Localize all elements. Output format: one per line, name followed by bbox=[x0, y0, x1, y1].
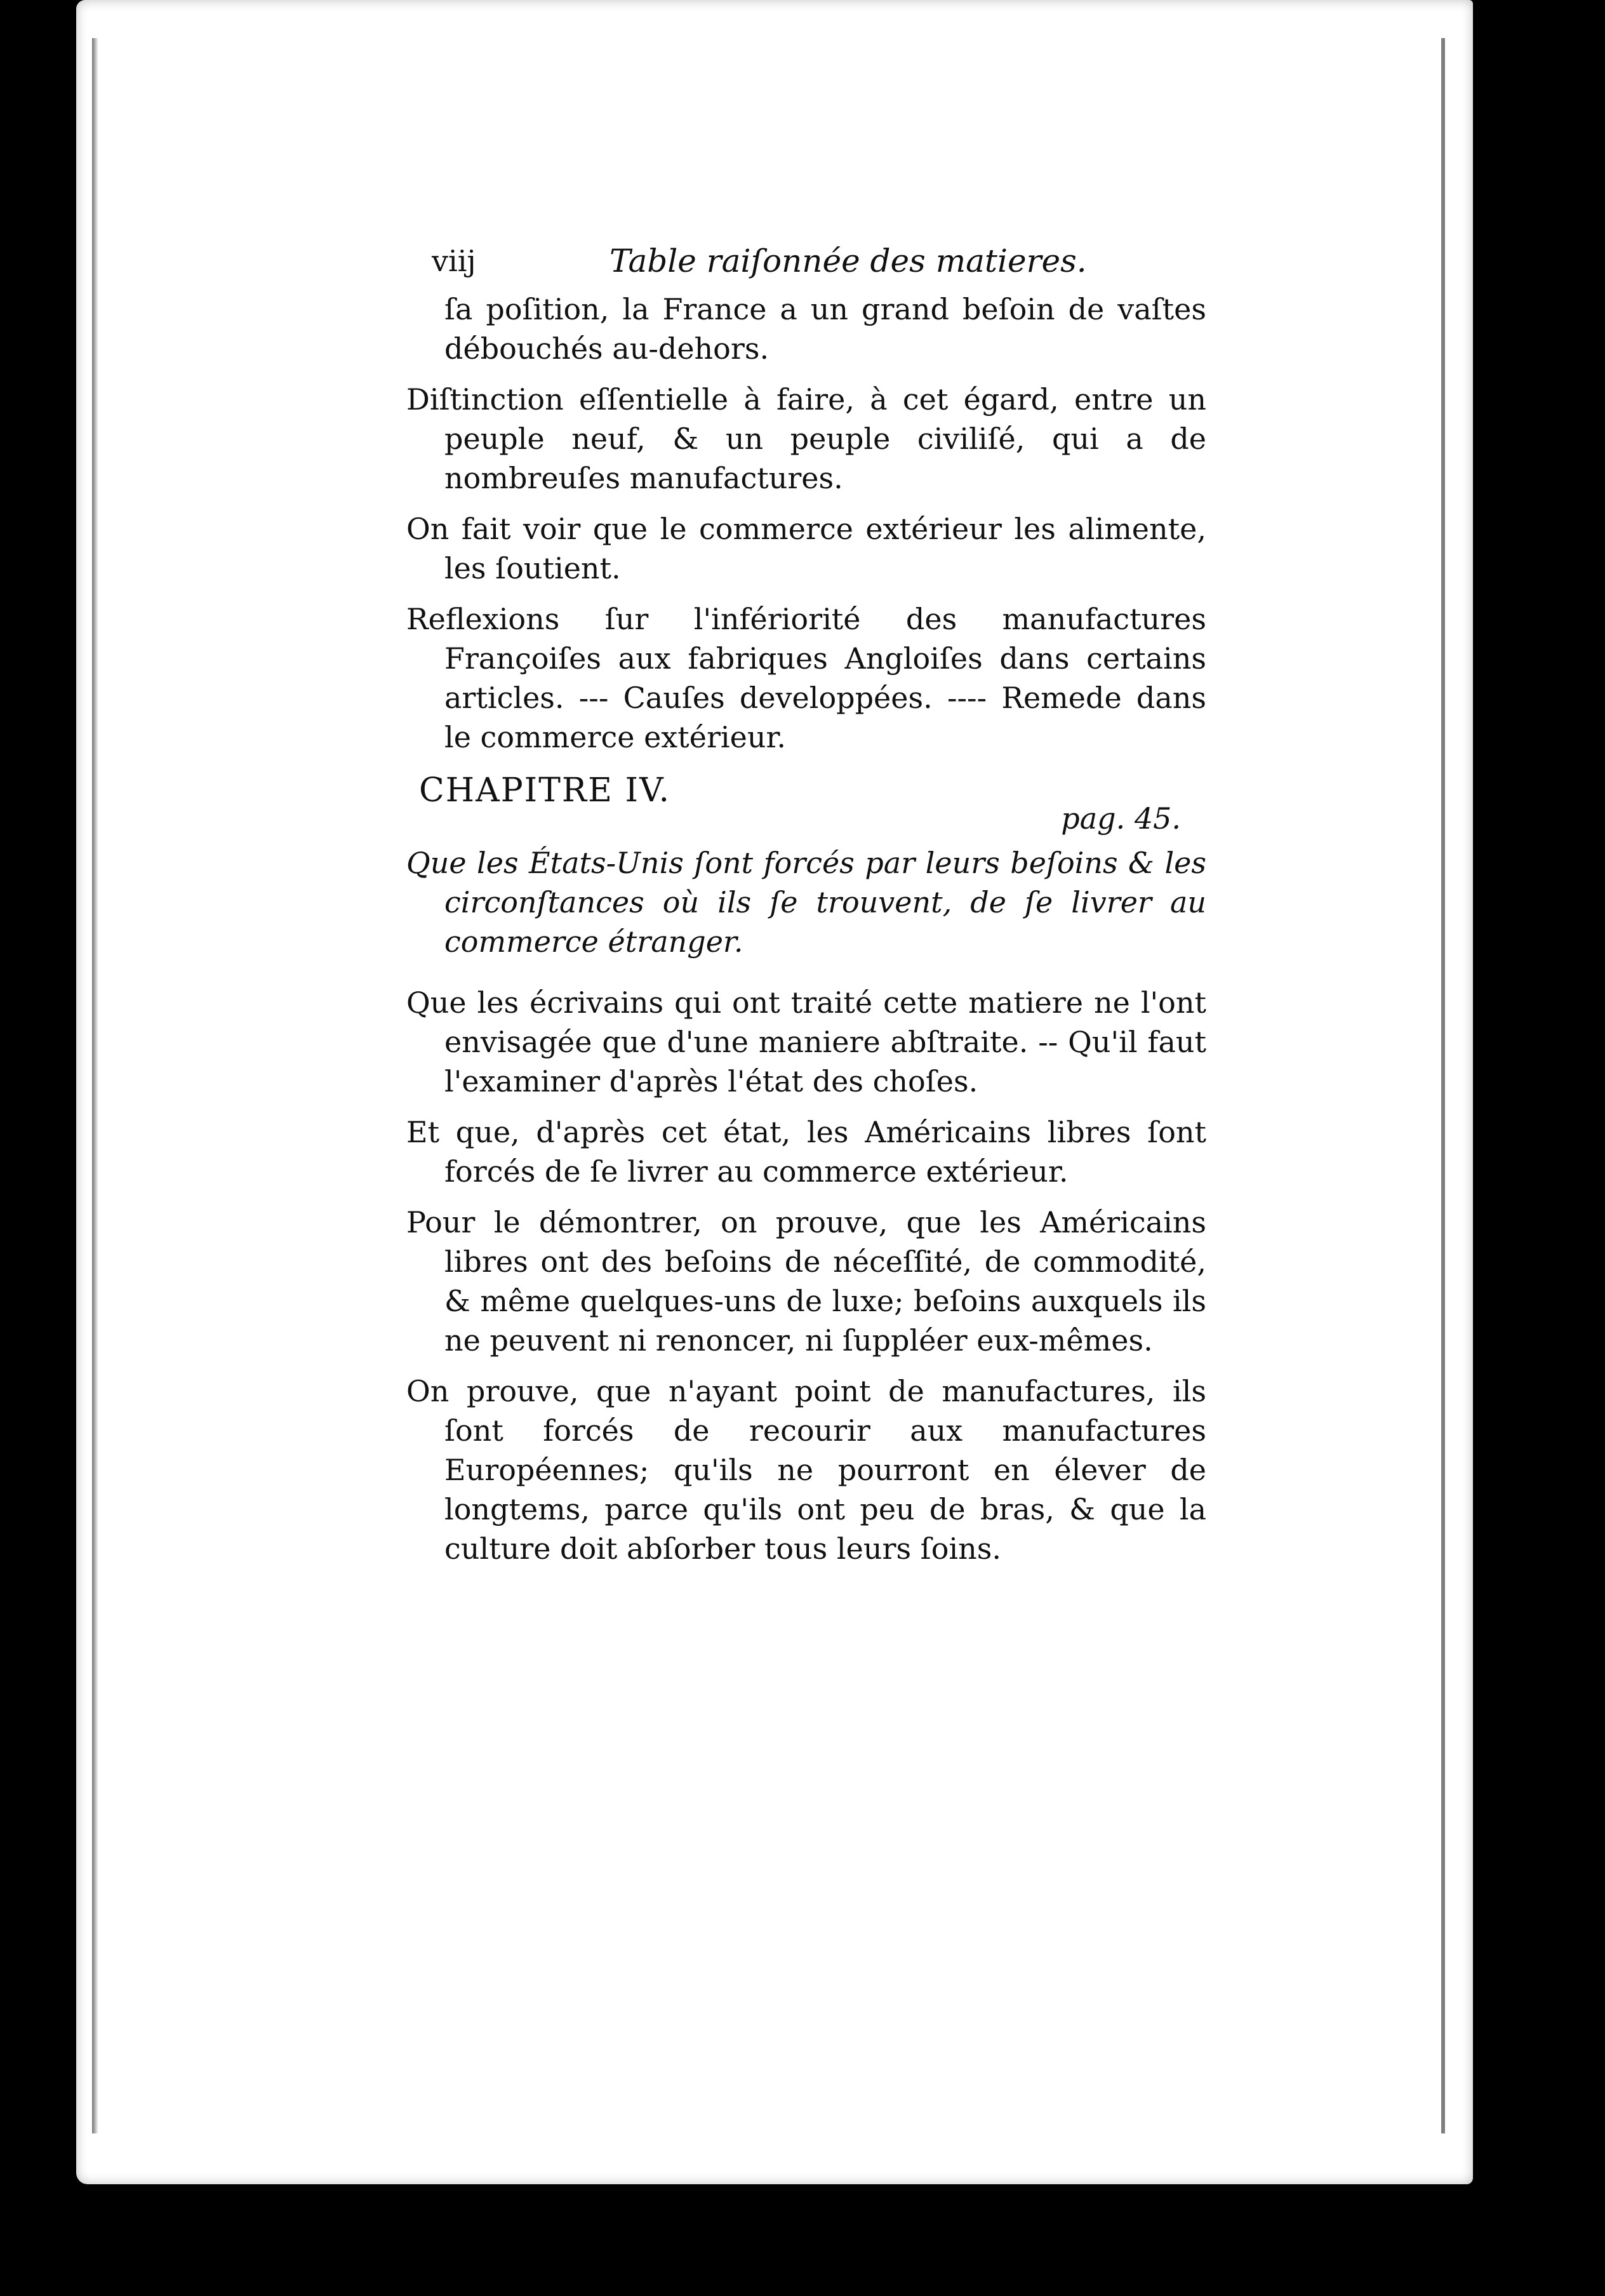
scan-shadow-left bbox=[92, 38, 98, 2133]
paragraph: Diſtinction eſſentielle à faire, à cet égard, entre un peuple neuf, & un peuple civiliſé, qui a de nombreuſes manufactures. bbox=[406, 382, 1206, 495]
page-header bbox=[406, 241, 1206, 286]
chapter-page-ref: pag. 45. bbox=[1061, 801, 1181, 836]
paragraph-continuation: ſa poſition, la France a un grand beſoin de vaſtes débouchés au-dehors. bbox=[444, 292, 1206, 366]
paragraph: Reflexions ſur l'infériorité des manufactures Françoiſes aux fabriques Angloiſes dans certains articles. --- Cauſes developpées. ---- Remede dans le commerce extérieur. bbox=[406, 602, 1206, 754]
running-title: Table raiſonnée des matieres. bbox=[609, 243, 1087, 279]
paragraph: Et que, d'après cet état, les Américains libres ſont forcés de ſe livrer au commerce extérieur. bbox=[406, 1115, 1206, 1189]
paragraph: Que les écrivains qui ont traité cette matiere ne l'ont envisagée que d'une maniere abſtraite. -- Qu'il faut l'examiner d'après l'état des choſes. bbox=[406, 985, 1206, 1098]
scan-edge-right bbox=[1441, 38, 1445, 2133]
chapter-heading bbox=[406, 771, 1206, 836]
paragraph: Pour le démontrer, on prouve, que les Américains libres ont des beſoins de néceſſité, de commodité, & même quelques-uns de luxe; beſoins auxquels ils ne peuvent ni renoncer, ni ſuppléer eux-mêmes. bbox=[406, 1205, 1206, 1358]
paragraph: On fait voir que le commerce extérieur les alimente, les ſoutient. bbox=[406, 512, 1206, 585]
page-number: viij bbox=[432, 244, 476, 278]
chapter-title: CHAPITRE IV. bbox=[419, 771, 671, 810]
paragraph: On prouve, que n'ayant point de manufactures, ils ſont forcés de recourir aux manufactures Européennes; qu'ils ne pourront en élever de longtems, parce qu'ils ont peu de bras, & que la culture doit abſorber tous leurs ſoins. bbox=[406, 1374, 1206, 1566]
page-text bbox=[406, 241, 1206, 1580]
chapter-summary: Que les États-Unis ſont forcés par leurs beſoins & les circonſtances où ils ſe trouvent, de ſe livrer au commerce étranger. bbox=[406, 846, 1206, 959]
